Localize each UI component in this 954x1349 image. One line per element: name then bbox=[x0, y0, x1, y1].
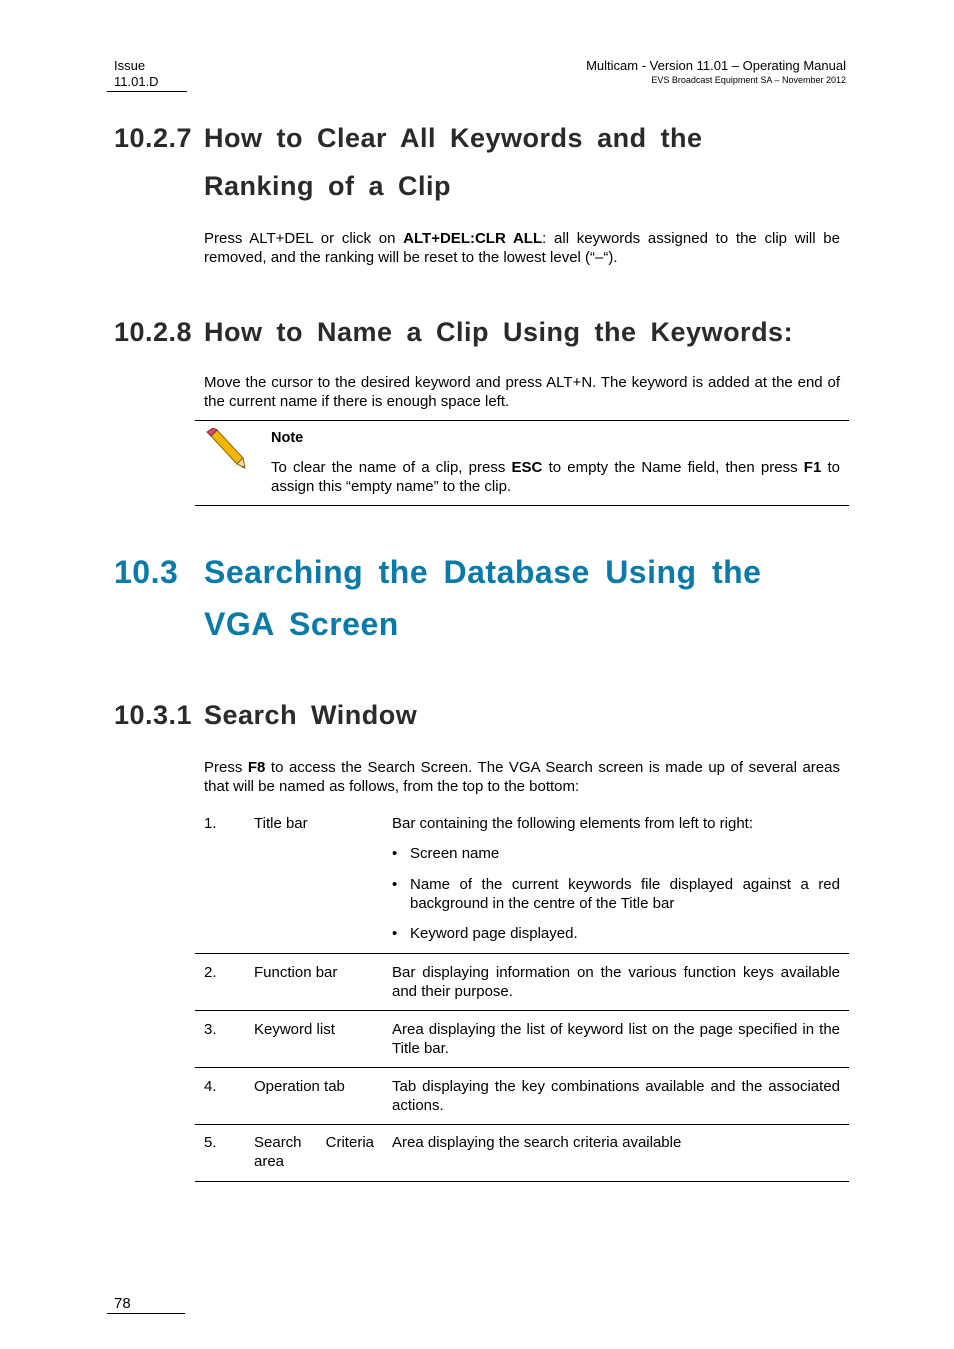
row-description: Bar displaying information on the various function keys available and their purpose. bbox=[392, 964, 840, 1000]
text: to assign this “empty name” to the clip. bbox=[271, 459, 841, 495]
paragraph-name-clip: Move the cursor to the desired keyword and press ALT+N. The keyword is added at the end of the current name if there is enough space left. bbox=[204, 374, 840, 410]
note-text bbox=[271, 458, 840, 496]
heading-number: 10.3.1 bbox=[114, 700, 193, 730]
note-top-rule bbox=[195, 420, 849, 421]
note-bottom-rule bbox=[195, 505, 849, 506]
row-divider bbox=[195, 1181, 849, 1182]
heading-number: 10.2.7 bbox=[114, 123, 193, 153]
heading-10-3-1 bbox=[114, 691, 854, 741]
row-number: 3. bbox=[204, 1021, 217, 1038]
text: Press bbox=[204, 759, 248, 776]
row-number: 4. bbox=[204, 1078, 217, 1095]
page-number: 78 bbox=[114, 1295, 131, 1312]
text: : all keywords assigned to the clip will be removed, and the ranking will be reset to the lowest level (“–“). bbox=[204, 230, 840, 266]
issue-label: Issue bbox=[114, 58, 146, 73]
row-description: Area displaying the list of keyword list on the page specified in the Title bar. bbox=[392, 1021, 840, 1057]
text: To clear the name of a clip, press bbox=[271, 459, 512, 476]
heading-10-2-7 bbox=[114, 114, 854, 214]
row-term: Title bar bbox=[254, 815, 308, 832]
list-item-text: Keyword page displayed. bbox=[410, 925, 578, 942]
row-number: 2. bbox=[204, 964, 217, 981]
list-item-text: Name of the current keywords file displayed against a red background in the centre of the Title bar bbox=[410, 876, 840, 912]
row-description: Tab displaying the key combinations available and the associated actions. bbox=[392, 1078, 840, 1114]
bullet-icon: • bbox=[392, 876, 398, 893]
f8-key-label: F8 bbox=[247, 759, 266, 776]
row-term: Search Criteria area bbox=[254, 1134, 374, 1170]
heading-10-2-8 bbox=[114, 308, 854, 358]
issue-block bbox=[114, 58, 159, 90]
row-number: 5. bbox=[204, 1134, 217, 1151]
manual-info bbox=[586, 58, 846, 86]
row-term: Keyword list bbox=[254, 1021, 335, 1038]
text: Press ALT+DEL or click on bbox=[204, 230, 404, 247]
row-divider bbox=[195, 1124, 849, 1125]
note-title: Note bbox=[271, 430, 304, 446]
footer-rule bbox=[107, 1313, 185, 1314]
heading-number: 10.3 bbox=[114, 554, 179, 590]
manual-title: Multicam - Version 11.01 – Operating Manual bbox=[586, 58, 846, 73]
heading-10-3 bbox=[114, 546, 854, 652]
header-rule bbox=[107, 91, 187, 92]
bullet-icon: • bbox=[392, 925, 398, 942]
row-number: 1. bbox=[204, 815, 217, 832]
row-divider bbox=[195, 1067, 849, 1068]
row-divider bbox=[195, 953, 849, 954]
text: to access the Search Screen. The VGA Search screen is made up of several areas that will be named as follows, from the top to the bottom: bbox=[204, 759, 840, 795]
heading-title-line1: Searching the Database Using the bbox=[204, 554, 762, 590]
alt-del-clr-all-label: ALT+DEL:CLR ALL bbox=[403, 230, 543, 247]
heading-title: How to Name a Clip Using the Keywords: bbox=[204, 317, 794, 347]
heading-title-line2: Ranking of a Clip bbox=[204, 171, 452, 201]
issue-value: 11.01.D bbox=[114, 74, 159, 89]
text: to empty the Name field, then press bbox=[542, 459, 804, 476]
heading-title-line1: How to Clear All Keywords and the bbox=[204, 123, 703, 153]
bullet-icon: • bbox=[392, 845, 398, 862]
row-term: Operation tab bbox=[254, 1078, 345, 1095]
row-description: Area displaying the search criteria available bbox=[392, 1134, 682, 1151]
paragraph-clear-keywords bbox=[204, 229, 840, 267]
heading-number: 10.2.8 bbox=[114, 317, 193, 347]
paragraph-search-screen bbox=[204, 758, 840, 796]
publisher: EVS Broadcast Equipment SA – November 2012 bbox=[651, 75, 846, 85]
f1-key-label: F1 bbox=[803, 459, 822, 476]
pencil-icon bbox=[205, 428, 247, 470]
row-divider bbox=[195, 1010, 849, 1011]
list-item-text: Screen name bbox=[410, 845, 500, 862]
esc-key-label: ESC bbox=[511, 459, 543, 476]
heading-title-line2: VGA Screen bbox=[204, 606, 399, 642]
row-term: Function bar bbox=[254, 964, 338, 981]
row-description: Bar containing the following elements from left to right: bbox=[392, 815, 754, 832]
heading-title: Search Window bbox=[204, 700, 418, 730]
